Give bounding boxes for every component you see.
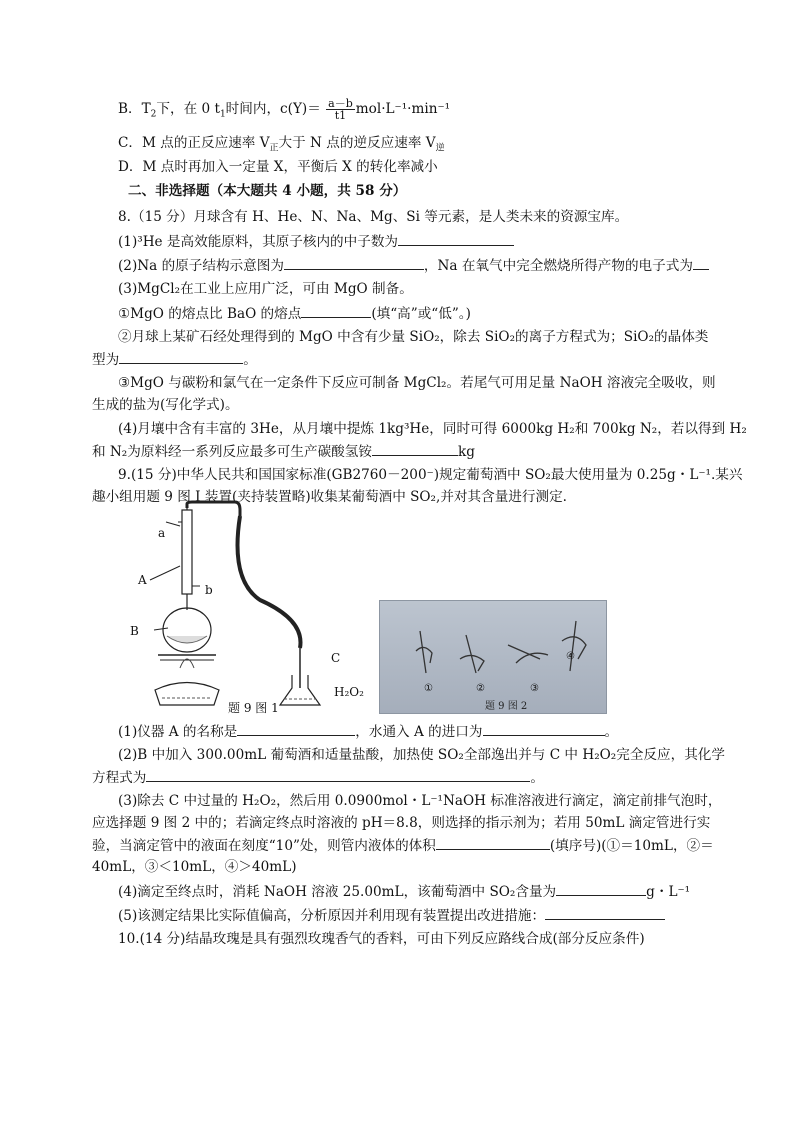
q8-part4-line1: (4)月壤中含有丰富的 3He，从月壤中提炼 1kg³He，同时可得 6000kg H₂和 700kg N₂，若以得到 H₂ bbox=[118, 421, 747, 437]
q8-part3c-line2: 生成的盐为(写化学式)。 bbox=[92, 397, 239, 413]
q10-stem: 10.(14 分)结晶玫瑰是具有强烈玫瑰香气的香料，可由下列反应路线合成(部分反应条件) bbox=[118, 931, 645, 947]
q9-part3-line1: (3)除去 C 中过量的 H₂O₂，然后用 0.0900mol・L⁻¹NaOH 标准溶液进行滴定，滴定前排气泡时， bbox=[118, 793, 722, 809]
q9-part2-line2: 方程式为 。 bbox=[92, 770, 544, 786]
rubber-hose bbox=[238, 516, 301, 648]
q8-part1: (1)³He 是高效能原料，其原子核内的中子数为 bbox=[118, 232, 514, 251]
section-heading: 二、非选择题（本大题共 4 小题，共 58 分） bbox=[128, 183, 407, 199]
answer-blank[interactable] bbox=[146, 768, 530, 782]
q9-part3-line2: 应选择题 9 图 2 中的；若滴定终点时溶液的 pH＝8.8，则选择的指示剂为；若用 50mL 滴定管进行实 bbox=[92, 815, 711, 831]
q8-part3b-line2: 型为 。 bbox=[92, 352, 257, 368]
answer-blank[interactable] bbox=[436, 836, 550, 850]
q8-part3b-line1: ②月球上某矿石经处理得到的 MgO 中含有少量 SiO₂，除去 SiO₂的离子方程式为；SiO₂的晶体类 bbox=[118, 329, 709, 345]
figure2-caption: 题 9 图 2 bbox=[485, 701, 528, 712]
answer-blank[interactable] bbox=[237, 722, 355, 736]
answer-blank[interactable] bbox=[398, 232, 514, 246]
q8-part3a: ①MgO 的熔点比 BaO 的熔点 (填“高”或“低”。) bbox=[118, 306, 471, 322]
answer-blank[interactable] bbox=[545, 906, 665, 920]
q9-part3-line3: 验，当滴定管中的液面在刻度“10”处，则管内液体的体积 (填序号)(①＝10mL，②＝ bbox=[92, 838, 714, 854]
answer-blank[interactable] bbox=[301, 304, 371, 318]
q8-part3c-line1: ③MgO 与碳粉和氯气在一定条件下反应可制备 MgCl₂。若尾气可用足量 NaOH 溶液完全吸收，则 bbox=[118, 375, 716, 391]
label-h2o2: H₂O₂ bbox=[334, 685, 364, 699]
flask bbox=[163, 608, 211, 652]
q9-part4: (4)滴定至终点时，消耗 NaOH 溶液 25.00mL，该葡萄酒中 SO₂含量为 g・L⁻¹ bbox=[118, 884, 691, 900]
q9-part2-line1: (2)B 中加入 300.00mL 葡萄酒和适量盐酸，加热使 SO₂全部逸出并与 C 中 H₂O₂完全反应，其化学 bbox=[118, 747, 725, 763]
option-d: D．M 点时再加入一定量 X，平衡后 X 的转化率减小 bbox=[118, 159, 438, 175]
q8-part2: (2)Na 的原子结构示意图为 ，Na 在氧气中完全燃烧所得产物的电子式为 bbox=[118, 256, 709, 275]
answer-blank[interactable] bbox=[372, 442, 458, 456]
label-A: A bbox=[138, 573, 147, 587]
q8-part4-line2: 和 N₂为原料经一系列反应最多可生产碳酸氢铵 kg bbox=[92, 444, 475, 460]
q9-stem-line1: 9.(15 分)中华人民共和国国家标准(GB2760－200⁻)规定葡萄酒中 SO₂最大使用量为 0.25g・L⁻¹.某兴 bbox=[118, 467, 743, 483]
answer-blank[interactable] bbox=[693, 256, 709, 270]
alcohol-lamp bbox=[155, 683, 219, 706]
label-b: b bbox=[205, 583, 213, 597]
label-C: C bbox=[331, 651, 341, 665]
fig2-num-4: ④ bbox=[566, 651, 575, 662]
label-B: B bbox=[130, 624, 139, 638]
option-c: C．M 点的正反应速率 $V_正$大于 N 点的逆反应速率 $V_逆$ bbox=[118, 135, 445, 154]
q8-part3: (3)MgCl₂在工业上应用广泛，可由 MgO 制备。 bbox=[118, 281, 413, 297]
label-a: a bbox=[158, 526, 166, 540]
answer-blank[interactable] bbox=[483, 722, 605, 736]
q8-stem: 8.（15 分）月球含有 H、He、N、Na、Mg、Si 等元素，是人类未来的资源宝库。 bbox=[118, 209, 629, 225]
fraction: $\frac{a-b}{t1}$ bbox=[328, 97, 353, 122]
fig2-num-2: ② bbox=[476, 683, 485, 694]
q9-part1: (1)仪器 A 的名称是 ，水通入 A 的进口为 。 bbox=[118, 724, 619, 740]
answer-blank[interactable] bbox=[556, 882, 646, 896]
option-b: B．$T_2$下，在 0 $t_1$时间内，c(Y)＝ $\frac{a-b}{t1}$ mol·L⁻¹·min⁻¹ bbox=[118, 97, 451, 122]
fig2-num-3: ③ bbox=[530, 683, 539, 694]
q9-part3-line4: 40mL，③＜10mL，④＞40mL) bbox=[92, 859, 297, 875]
q9-part5: (5)该测定结果比实际值偏高，分析原因并利用现有装置提出改进措施： bbox=[118, 906, 665, 925]
condenser bbox=[182, 510, 192, 594]
q9-stem-line2: 趣小组用题 9 图 I 装置(夹持装置略)收集某葡萄酒中 SO₂,并对其含量进行测定. bbox=[92, 489, 567, 505]
answer-blank[interactable] bbox=[119, 350, 243, 364]
fig2-num-1: ① bbox=[424, 683, 433, 694]
figure1-caption: 题 9 图 1 bbox=[228, 701, 279, 715]
answer-blank[interactable] bbox=[284, 256, 424, 270]
